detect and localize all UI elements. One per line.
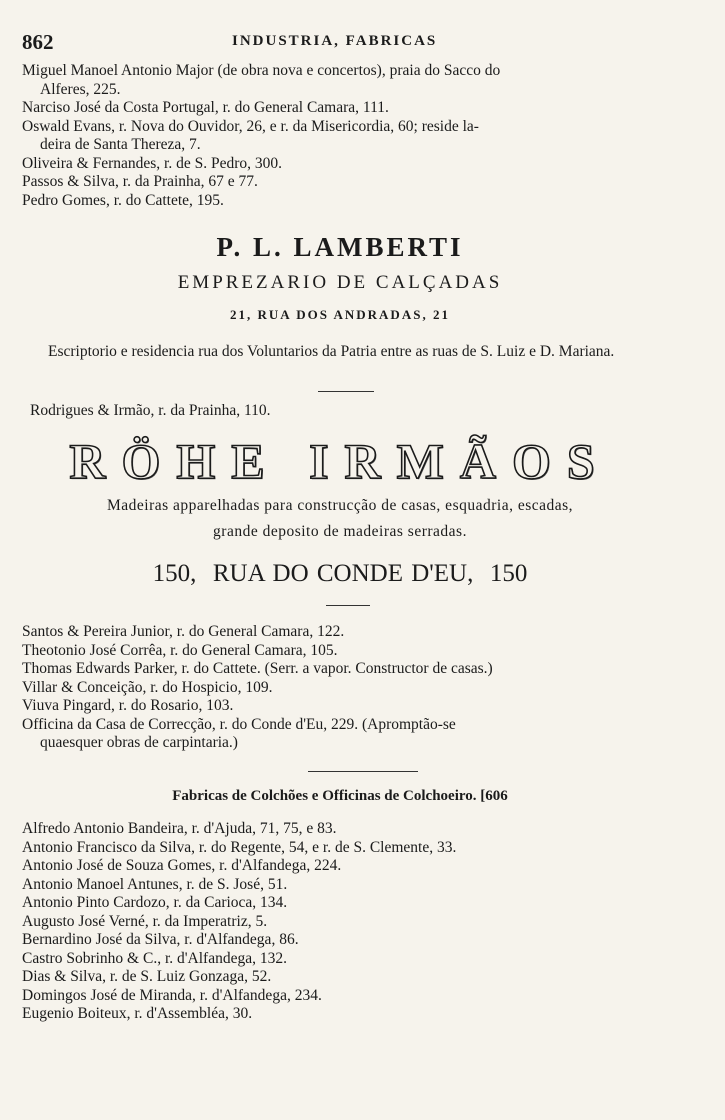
rohe-address: 150, RUA DO CONDE D'EU, 150 <box>152 560 528 587</box>
listing-block-3 <box>22 820 685 1024</box>
lamberti-subtitle: EMPREZARIO DE CALÇADAS <box>177 272 503 293</box>
entry-line: Castro Sobrinho & C., r. d'Alfandega, 132. <box>22 949 287 967</box>
list-item <box>22 987 685 1006</box>
entry-continuation: deira de Santa Thereza, 7. <box>40 136 201 153</box>
divider <box>318 391 374 392</box>
entry-line: Bernardino José da Silva, r. d'Alfandega, 86. <box>22 931 299 948</box>
list-item <box>22 660 685 679</box>
entry-line: Narciso José da Costa Portugal, r. do General Camara, 111. <box>22 99 389 116</box>
list-item <box>22 839 685 858</box>
page-number: 862 <box>22 30 54 54</box>
listing-block-2 <box>22 623 685 753</box>
entry-line: Antonio Manoel Antunes, r. de S. José, 51. <box>22 875 288 893</box>
list-item <box>22 679 685 698</box>
lamberti-address: 21, RUA DOS ANDRADAS, 21 <box>230 307 450 322</box>
entry-line: Theotonio José Corrêa, r. do General Camara, 105. <box>22 641 338 659</box>
list-item <box>22 642 685 661</box>
entry-line: Viuva Pingard, r. do Rosario, 103. <box>22 697 234 714</box>
entry-line: Santos & Pereira Junior, r. do General Camara, 122. <box>22 623 345 640</box>
lamberti-description: Escriptorio e residencia rua dos Voluntarios da Patria entre as ruas de S. Luiz e D. Mariana. <box>48 343 615 360</box>
entry-continuation: quaesquer obras de carpintaria.) <box>40 734 238 751</box>
entry-line: Officina da Casa de Correcção, r. do Conde d'Eu, 229. (Apromptão-se <box>22 715 456 733</box>
entry-line: Antonio Francisco da Silva, r. do Regente, 54, e r. de S. Clemente, 33. <box>22 838 457 856</box>
list-item <box>22 950 685 969</box>
list-item-rodrigues: Rodrigues & Irmão, r. da Prainha, 110. <box>30 402 271 419</box>
list-item <box>22 697 685 716</box>
list-item <box>22 931 685 950</box>
list-item <box>22 192 685 211</box>
list-item <box>22 716 685 753</box>
list-item <box>22 894 685 913</box>
divider <box>308 771 418 772</box>
entry-line: Augusto José Verné, r. da Imperatriz, 5. <box>22 912 268 930</box>
entry-line: Miguel Manoel Antonio Major (de obra nova e concertos), praia do Sacco do <box>22 62 501 79</box>
list-item <box>22 99 685 118</box>
entry-line: Antonio Pinto Cardozo, r. da Carioca, 134. <box>22 894 288 911</box>
list-item <box>22 62 685 99</box>
entry-line: Domingos José de Miranda, r. d'Alfandega, 234. <box>22 986 322 1004</box>
entry-line: Pedro Gomes, r. do Cattete, 195. <box>22 191 224 209</box>
list-item <box>22 118 685 155</box>
page-header <box>22 30 685 54</box>
entry-line: Passos & Silva, r. da Prainha, 67 e 77. <box>22 173 258 190</box>
running-title: INDUSTRIA, FABRICAS <box>232 33 438 49</box>
list-item <box>22 173 685 192</box>
entry-line: Antonio José de Souza Gomes, r. d'Alfandega, 224. <box>22 857 342 874</box>
listing-block-1 <box>22 62 685 210</box>
list-item <box>22 1005 685 1024</box>
rohe-description-line-1: Madeiras apparelhadas para construcção de casas, esquadria, escadas, <box>106 497 574 514</box>
divider <box>326 605 370 606</box>
entry-line: Villar & Conceição, r. do Hospicio, 109. <box>22 678 273 696</box>
entry-continuation: Alferes, 225. <box>40 80 121 98</box>
list-item <box>22 155 685 174</box>
entry-line: Thomas Edwards Parker, r. do Cattete. (Serr. a vapor. Constructor de casas.) <box>22 660 493 677</box>
list-item <box>22 857 685 876</box>
list-item <box>22 876 685 895</box>
section-heading-fabricas: Fabricas de Colchões e Officinas de Colchoeiro. [606 <box>172 788 508 804</box>
entry-line: Alfredo Antonio Bandeira, r. d'Ajuda, 71, 75, e 83. <box>22 820 337 837</box>
list-item <box>22 623 685 642</box>
entry-line: Oliveira & Fernandes, r. de S. Pedro, 300. <box>22 154 283 172</box>
entry-line: Eugenio Boiteux, r. d'Assembléa, 30. <box>22 1005 253 1022</box>
rohe-ornate-title: RÖHE IRMÃOS <box>69 433 611 489</box>
list-item <box>22 820 685 839</box>
list-item <box>22 968 685 987</box>
entry-line: Dias & Silva, r. de S. Luiz Gonzaga, 52. <box>22 968 272 985</box>
rohe-description-line-2: grande deposito de madeiras serradas. <box>213 523 467 540</box>
list-item <box>22 913 685 932</box>
entry-line: Oswald Evans, r. Nova do Ouvidor, 26, e r. da Misericordia, 60; reside la- <box>22 117 479 135</box>
lamberti-title: P. L. LAMBERTI <box>216 232 464 262</box>
